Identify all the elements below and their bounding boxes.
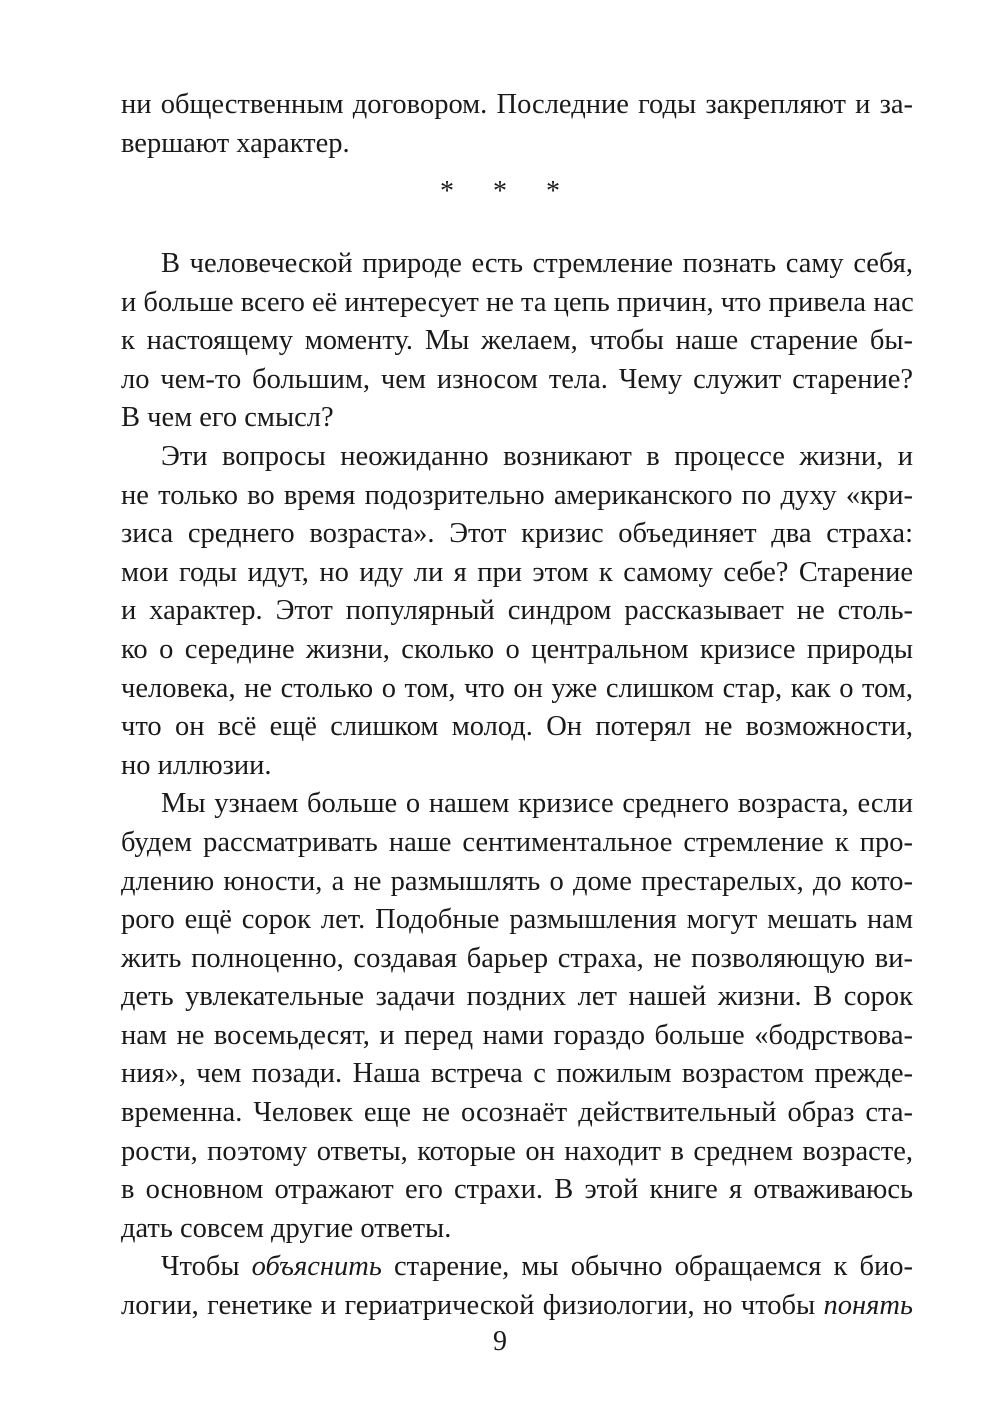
- text-line: к настоящему моменту. Мы желаем, чтобы наше старение бы-: [121, 325, 913, 357]
- text-line: жить полноценно, создавая барьер страха, не позволяющую ви-: [121, 942, 913, 974]
- main-text: [121, 245, 913, 1326]
- text-line: В чем его смысл?: [121, 402, 334, 434]
- section-separator: * * *: [440, 176, 576, 207]
- italic-word: понять: [823, 1290, 913, 1322]
- text-line: временна. Человек еще не осознаёт действительный образ ста-: [121, 1097, 913, 1129]
- text-line: Мы узнаем больше о нашем кризисе среднего возраста, если: [161, 788, 913, 820]
- text-line: зиса среднего возраста». Этот кризис объединяет два страха:: [121, 518, 913, 550]
- text-line: не только во время подозрительно американского по духу «кри-: [121, 479, 913, 511]
- text-line: В человеческой природе есть стремление познать саму себя,: [161, 248, 913, 279]
- text-line: Эти вопросы неожиданно возникают в процессе жизни, и: [161, 440, 913, 472]
- text-line: ния», чем позади. Наша встреча с пожилым возрастом прежде-: [121, 1058, 913, 1090]
- text-line: в основном отражают его страхи. В этой книге я отваживаюсь: [121, 1174, 913, 1206]
- text-line: дать совсем другие ответы.: [121, 1212, 452, 1244]
- text-line: нам не восемьдесят, и перед нами гораздо больше «бодрствова-: [121, 1019, 913, 1051]
- text-run: старение, мы обычно обращаемся к био-: [381, 1251, 913, 1283]
- text-line: [121, 1287, 913, 1326]
- continued-paragraph: [121, 86, 913, 163]
- text-line: деть увлекательные задачи поздних лет нашей жизни. В сорок: [121, 981, 913, 1013]
- text-line: что он всё ещё слишком молод. Он потерял не возможности,: [121, 711, 913, 743]
- text-line: ни общественным договором. Последние годы закрепляют и за-: [121, 89, 913, 120]
- text-run: логии, генетике и гериатрической физиологии, но чтобы: [121, 1290, 824, 1322]
- text-line: мои годы идут, но иду ли я при этом к самому себе? Старение: [121, 556, 913, 588]
- text-line: ко о середине жизни, сколько о центральном кризисе природы: [121, 633, 913, 665]
- page-number: 9: [493, 1326, 507, 1357]
- text-line: будем рассматривать наше сентиментальное стремление к про-: [121, 826, 913, 858]
- text-line: ло чем-то большим, чем износом тела. Чему служит старение?: [121, 363, 913, 395]
- text-run: Чтобы: [161, 1251, 252, 1283]
- text-line: и характер. Этот популярный синдром рассказывает не столь-: [121, 595, 913, 627]
- italic-word: объяснить: [251, 1251, 382, 1283]
- text-line: [121, 1248, 913, 1287]
- text-line: рого ещё сорок лет. Подобные размышления могут мешать нам: [121, 904, 913, 936]
- text-line: вершают характер.: [121, 127, 350, 159]
- text-line: человека, не столько о том, что он уже слишком стар, как о том,: [121, 672, 913, 704]
- text-line: и больше всего её интересует не та цепь причин, что привела нас: [121, 286, 914, 318]
- text-line: длению юности, а не размышлять о доме престарелых, до кото-: [121, 865, 913, 897]
- text-line: рости, поэтому ответы, которые он находит в среднем возрасте,: [121, 1135, 913, 1167]
- text-line: но иллюзии.: [121, 749, 272, 781]
